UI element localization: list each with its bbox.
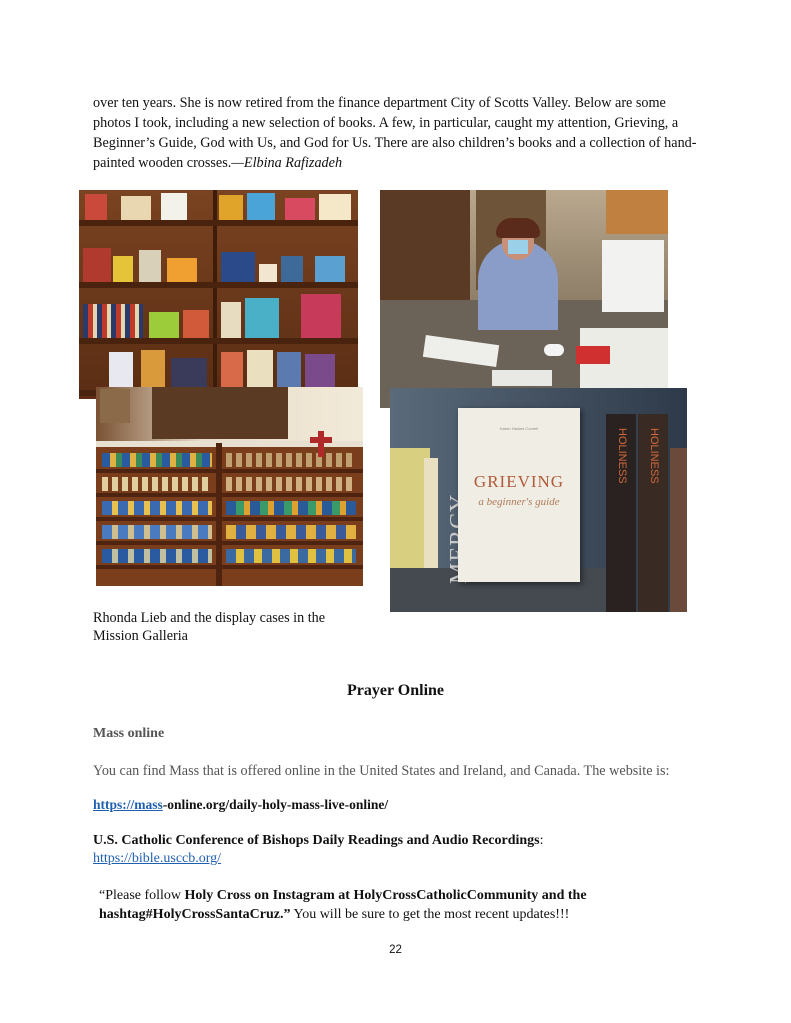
mass-online-heading: Mass online	[93, 726, 165, 741]
usccb-link[interactable]: https://bible.usccb.org/	[93, 851, 222, 866]
page-number: 22	[389, 944, 402, 956]
grieving-book-cover	[458, 408, 580, 582]
intro-author: —Elbina Rafizadeh	[231, 155, 343, 171]
holiness-spine-text-2: HOLINESS	[648, 428, 660, 484]
mass-online-body: You can find Mass that is offered online in the United States and Ireland, and Canada. The website is:	[93, 763, 670, 779]
section-title: Prayer Online	[346, 682, 445, 699]
follow-bold: Holy Cross on Instagram at HolyCrossCatholicCommunity and the hashtag#HolyCrossSantaCruz.”	[99, 888, 587, 922]
mass-online-link[interactable]	[93, 797, 388, 813]
office-photo	[380, 190, 668, 408]
grieving-book-photo	[390, 388, 687, 612]
book-subtitle: a beginner's guide	[478, 496, 560, 508]
usccb-colon: :	[539, 833, 544, 848]
book-title: GRIEVING	[473, 472, 565, 491]
follow-open: “Please follow	[99, 888, 185, 903]
crosses-display-photo	[96, 387, 363, 586]
mass-link-rest: -online.org/daily-holy-mass-live-online/	[162, 797, 389, 812]
holiness-spine-text: HOLINESS	[616, 428, 628, 484]
mass-link-underlined[interactable]: https://mass	[93, 797, 163, 812]
usccb-label	[93, 833, 544, 849]
instagram-note	[99, 886, 709, 924]
book-author: Karen Haines Cornell	[499, 426, 539, 431]
intro-text: over ten years. She is now retired from the finance department City of Scotts Valley. Below are some photos I took, including a new selection of books. A few, in particular, caught my attention, Grieving, a Beginner’s Guide, God with Us, and God for Us. There are also children’s books and a collection of hand-painted wooden crosses.	[93, 95, 697, 171]
photo-caption: Rhonda Lieb and the display cases in the Mission Galleria	[93, 610, 326, 644]
follow-rest: You will be sure to get the most recent updates!!!	[290, 907, 570, 922]
usccb-label-text: U.S. Catholic Conference of Bishops Daily Readings and Audio Recordings	[93, 833, 540, 848]
intro-paragraph	[93, 93, 698, 173]
usccb-link-line	[93, 851, 221, 867]
bookshelf-photo	[79, 190, 358, 399]
